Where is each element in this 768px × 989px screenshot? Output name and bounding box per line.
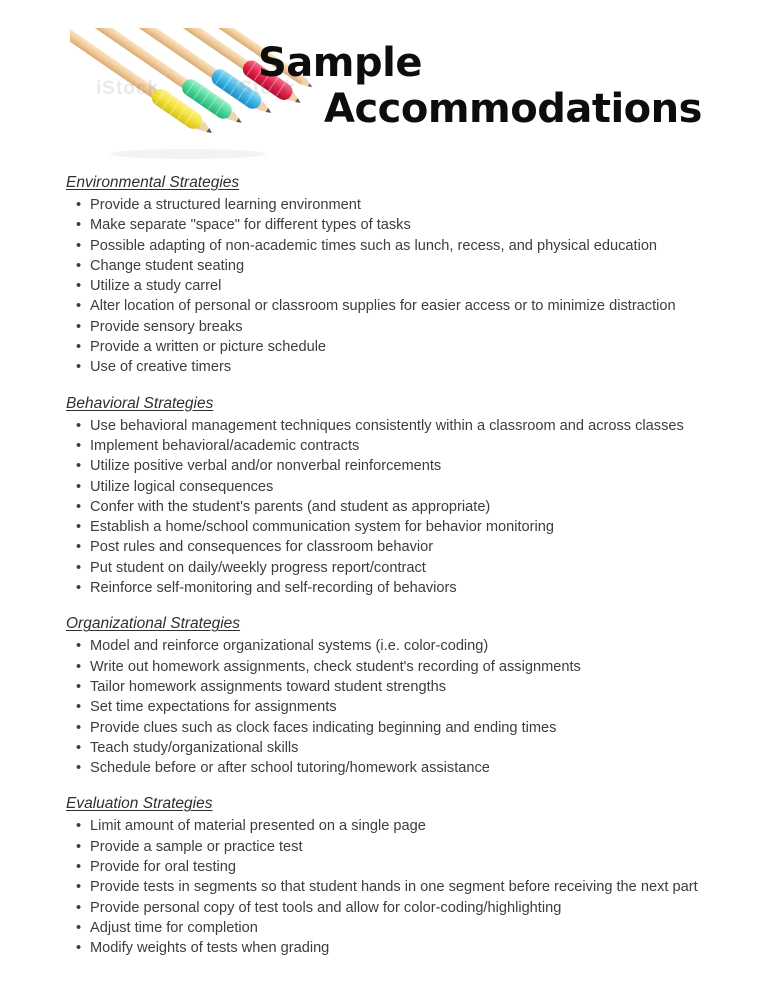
- strategy-section: [0, 793, 768, 958]
- bullet-icon: •: [76, 559, 82, 576]
- list-item-label: Provide a structured learning environment: [90, 197, 361, 213]
- list-item-label: Provide personal copy of test tools and allow for color-coding/highlighting: [90, 899, 562, 916]
- bullet-icon: •: [76, 818, 82, 835]
- list-item-label: Provide tests in segments so that student hands in one segment before receiving the next part: [90, 879, 698, 896]
- strategy-list: [0, 416, 768, 599]
- list-item-label: Change student seating: [90, 257, 245, 274]
- list-item-label: Put student on daily/weekly progress report/contract: [90, 559, 426, 576]
- list-item: [76, 477, 768, 497]
- list-item: [76, 337, 768, 357]
- bullet-icon: •: [76, 879, 82, 896]
- bullet-icon: •: [76, 417, 82, 434]
- strategy-section: [0, 172, 768, 378]
- list-item: [76, 436, 768, 456]
- strategy-section: [0, 613, 768, 778]
- bullet-icon: •: [76, 859, 82, 876]
- bullet-icon: •: [76, 899, 82, 916]
- list-item-label: Modify weights of tests when grading: [90, 940, 330, 957]
- list-item: [76, 758, 768, 778]
- list-item: [76, 276, 768, 296]
- list-item: [76, 296, 768, 316]
- bullet-icon: •: [76, 838, 82, 855]
- bullet-icon: •: [76, 580, 82, 597]
- list-item: [76, 857, 768, 877]
- list-item-label: Possible adapting of non-academic times such as lunch, recess, and physical education: [90, 237, 658, 254]
- list-item: [76, 677, 768, 697]
- list-item: [76, 456, 768, 476]
- bullet-icon: •: [76, 458, 82, 475]
- document-header: [0, 0, 768, 160]
- list-item: [76, 517, 768, 537]
- list-item-label: Tailor homework assignments toward student strengths: [90, 678, 447, 695]
- list-item: [76, 837, 768, 857]
- bullet-icon: •: [76, 237, 82, 254]
- strategy-list: [0, 816, 768, 958]
- list-item-label: Utilize a study carrel: [90, 278, 222, 295]
- list-item: [76, 718, 768, 738]
- list-item-label: Confer with the student's parents (and student as appropriate): [90, 498, 491, 515]
- bullet-icon: •: [76, 217, 82, 234]
- list-item-label: Alter location of personal or classroom supplies for easier access or to minimize distraction: [90, 298, 676, 315]
- list-item-label: Model and reinforce organizational systems (i.e. color-coding): [90, 638, 489, 655]
- list-item-label: Use behavioral management techniques consistently within a classroom and across classes: [90, 417, 684, 434]
- list-item-label: Post rules and consequences for classroom behavior: [90, 539, 434, 556]
- list-item: [76, 256, 768, 276]
- list-item: [76, 497, 768, 517]
- list-item-label: Provide sensory breaks: [90, 318, 243, 335]
- section-heading: Behavioral Strategies: [66, 394, 214, 412]
- list-item-label: Use of creative timers: [90, 359, 232, 376]
- bullet-icon: •: [76, 638, 82, 655]
- section-heading: Evaluation Strategies: [66, 795, 213, 813]
- bullet-icon: •: [76, 658, 82, 675]
- bullet-icon: •: [76, 298, 82, 315]
- list-item: [76, 938, 768, 958]
- title-line-2: Accommodations: [324, 86, 702, 132]
- list-item: [76, 195, 768, 215]
- list-item: [76, 657, 768, 677]
- section-heading-row: [0, 613, 768, 636]
- section-heading: Organizational Strategies: [66, 615, 241, 633]
- bullet-icon: •: [76, 498, 82, 515]
- list-item: [76, 558, 768, 578]
- bullet-icon: •: [76, 940, 82, 957]
- bullet-icon: •: [76, 278, 82, 295]
- list-item: [76, 537, 768, 557]
- list-item-label: Make separate "space" for different types of tasks: [90, 217, 411, 234]
- list-item: [76, 416, 768, 436]
- list-item-label: Set time expectations for assignments: [90, 699, 337, 716]
- list-item: [76, 636, 768, 656]
- list-item-label: Schedule before or after school tutoring/homework assistance: [90, 760, 490, 777]
- list-item-label: Write out homework assignments, check student's recording of assignments: [90, 658, 581, 675]
- list-item-label: Provide for oral testing: [90, 859, 237, 876]
- list-item-label: Utilize logical consequences: [90, 478, 274, 495]
- bullet-icon: •: [76, 519, 82, 536]
- bullet-icon: •: [76, 339, 82, 356]
- bullet-icon: •: [76, 678, 82, 695]
- list-item-label: Limit amount of material presented on a single page: [90, 818, 426, 835]
- page-title: [258, 40, 728, 132]
- strategy-section: [0, 393, 768, 599]
- section-heading-row: [0, 793, 768, 816]
- strategy-list: [0, 195, 768, 378]
- list-item: [76, 357, 768, 377]
- bullet-icon: •: [76, 719, 82, 736]
- list-item-label: Teach study/organizational skills: [90, 739, 299, 756]
- bullet-icon: •: [76, 919, 82, 936]
- list-item-label: Provide a sample or practice test: [90, 838, 303, 855]
- list-item-label: Implement behavioral/academic contracts: [90, 437, 360, 454]
- bullet-icon: •: [76, 257, 82, 274]
- bullet-icon: •: [76, 437, 82, 454]
- bullet-icon: •: [76, 539, 82, 556]
- bullet-icon: •: [76, 318, 82, 335]
- list-item: [76, 738, 768, 758]
- list-item: [76, 877, 768, 897]
- bullet-icon: •: [76, 359, 82, 376]
- list-item-label: Utilize positive verbal and/or nonverbal reinforcements: [90, 458, 442, 475]
- list-item-label: Reinforce self-monitoring and self-recording of behaviors: [90, 580, 457, 597]
- section-heading-row: [0, 172, 768, 195]
- list-item: [76, 578, 768, 598]
- list-item-label: Adjust time for completion: [90, 919, 258, 936]
- list-item-label: Provide clues such as clock faces indicating beginning and ending times: [90, 719, 557, 736]
- list-item: [76, 236, 768, 256]
- bullet-icon: •: [76, 197, 82, 213]
- bullet-icon: •: [76, 760, 82, 777]
- bullet-icon: •: [76, 699, 82, 716]
- bullet-icon: •: [76, 478, 82, 495]
- list-item: [76, 816, 768, 836]
- list-item-label: Establish a home/school communication system for behavior monitoring: [90, 519, 554, 536]
- list-item: [76, 898, 768, 918]
- list-item: [76, 697, 768, 717]
- title-line-1: Sample: [258, 40, 422, 86]
- document-body: [0, 172, 768, 959]
- bullet-icon: •: [76, 739, 82, 756]
- list-item: [76, 918, 768, 938]
- section-heading: Environmental Strategies: [66, 174, 240, 191]
- list-item-label: Provide a written or picture schedule: [90, 339, 327, 356]
- strategy-list: [0, 636, 768, 778]
- section-heading-row: [0, 393, 768, 416]
- list-item: [76, 317, 768, 337]
- list-item: [76, 215, 768, 235]
